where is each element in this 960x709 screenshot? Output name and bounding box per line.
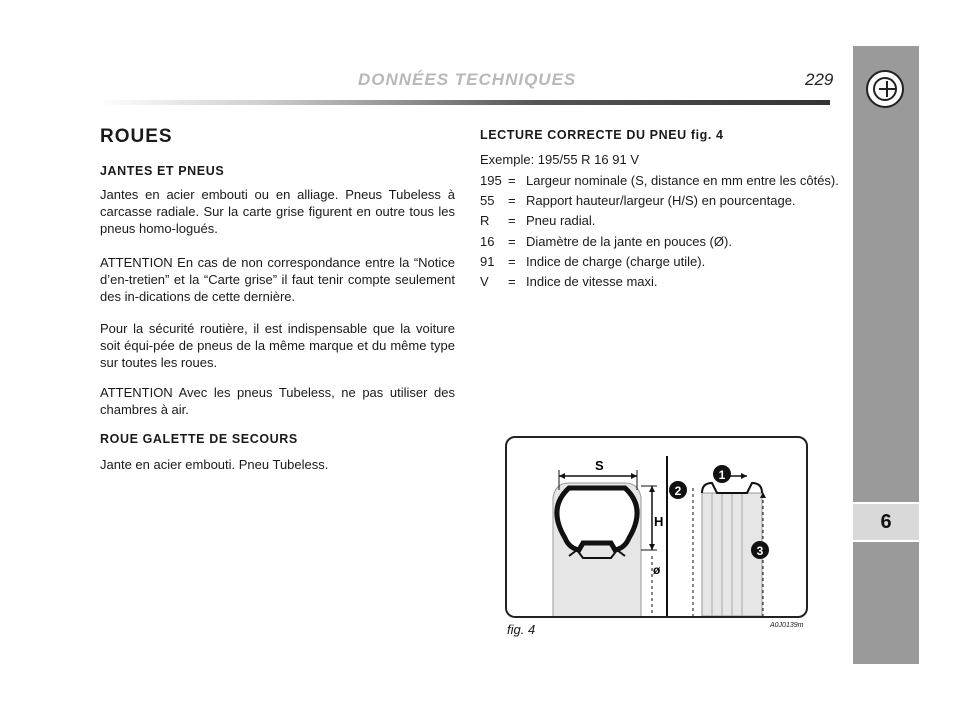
tyre-diagram-figure [505, 436, 808, 618]
marker-1-label: 1 [718, 468, 726, 482]
equals-sign: = [508, 274, 516, 289]
tyre-code-key: R [480, 213, 490, 228]
tyre-code-key: 195 [480, 173, 502, 188]
page-number: 229 [805, 70, 834, 89]
paragraph-2: ATTENTION En cas de non correspondance entre la “Notice d’en-tretien” et la “Carte grise” il faut tenir compte seulement des in-dications de cette dernière. [100, 255, 455, 304]
marker-2-label: 2 [674, 484, 682, 498]
tyre-code-desc: Diamètre de la jante en pouces (Ø). [526, 234, 732, 249]
tyre-code-desc: Largeur nominale (S, distance en mm entre les côtés). [526, 173, 839, 188]
dimension-h-label: H [654, 514, 664, 529]
tyre-code-row [480, 191, 796, 211]
tyre-code-row [480, 211, 595, 231]
tyre-code-row [480, 171, 839, 191]
tyre-code-desc: Indice de charge (charge utile). [526, 254, 706, 269]
equals-sign: = [508, 173, 516, 188]
paragraph-3: Pour la sécurité routière, il est indispensable que la voiture soit équi-pée de pneus de la même marque et du même type sur toutes les roues. [100, 321, 455, 370]
paragraph-5: Jante en acier embouti. Pneu Tubeless. [100, 457, 329, 472]
section-heading-secours: ROUE GALETTE DE SECOURS [100, 432, 298, 446]
equals-sign: = [508, 193, 516, 208]
page-title: ROUES [100, 126, 173, 147]
chapter-sidebar [853, 46, 919, 664]
tyre-code-key: V [480, 274, 489, 289]
paragraph-1: Jantes en acier embouti ou en alliage. Pneus Tubeless à carcasse radiale. Sur la carte grise figurent en outre tous les pneus homo-logués. [100, 187, 455, 236]
figure-caption: fig. 4 [507, 622, 536, 637]
tyre-code-key: 55 [480, 193, 495, 208]
equals-sign: = [508, 213, 516, 228]
tyre-code-desc: Rapport hauteur/largeur (H/S) en pourcentage. [526, 193, 796, 208]
header-rule [98, 100, 830, 105]
dimension-diameter-label: ø [653, 563, 661, 577]
tyre-code-row [480, 272, 658, 292]
tyre-code-row [480, 252, 705, 272]
paragraph-4: ATTENTION Avec les pneus Tubeless, ne pas utiliser des chambres à air. [100, 385, 455, 417]
alfa-romeo-logo-icon [866, 70, 904, 108]
tyre-code-key: 91 [480, 254, 495, 269]
tyre-code-key: 16 [480, 234, 495, 249]
section-heading-lecture: LECTURE CORRECTE DU PNEU fig. 4 [480, 128, 724, 142]
example-line: Exemple: 195/55 R 16 91 V [480, 152, 639, 167]
tyre-code-row [480, 232, 732, 252]
equals-sign: = [508, 234, 516, 249]
tyre-diagram [507, 438, 806, 616]
equals-sign: = [508, 254, 516, 269]
tyre-code-desc: Pneu radial. [526, 213, 596, 228]
marker-3-label: 3 [756, 544, 764, 558]
section-header-title: DONNÉES TECHNIQUES [358, 70, 577, 89]
dimension-s-label: S [595, 458, 604, 473]
tyre-code-desc: Indice de vitesse maxi. [526, 274, 658, 289]
section-heading-jantes: JANTES ET PNEUS [100, 164, 225, 178]
chapter-tab[interactable]: 6 [853, 502, 919, 542]
figure-reference-code: A0J0139m [770, 622, 804, 629]
